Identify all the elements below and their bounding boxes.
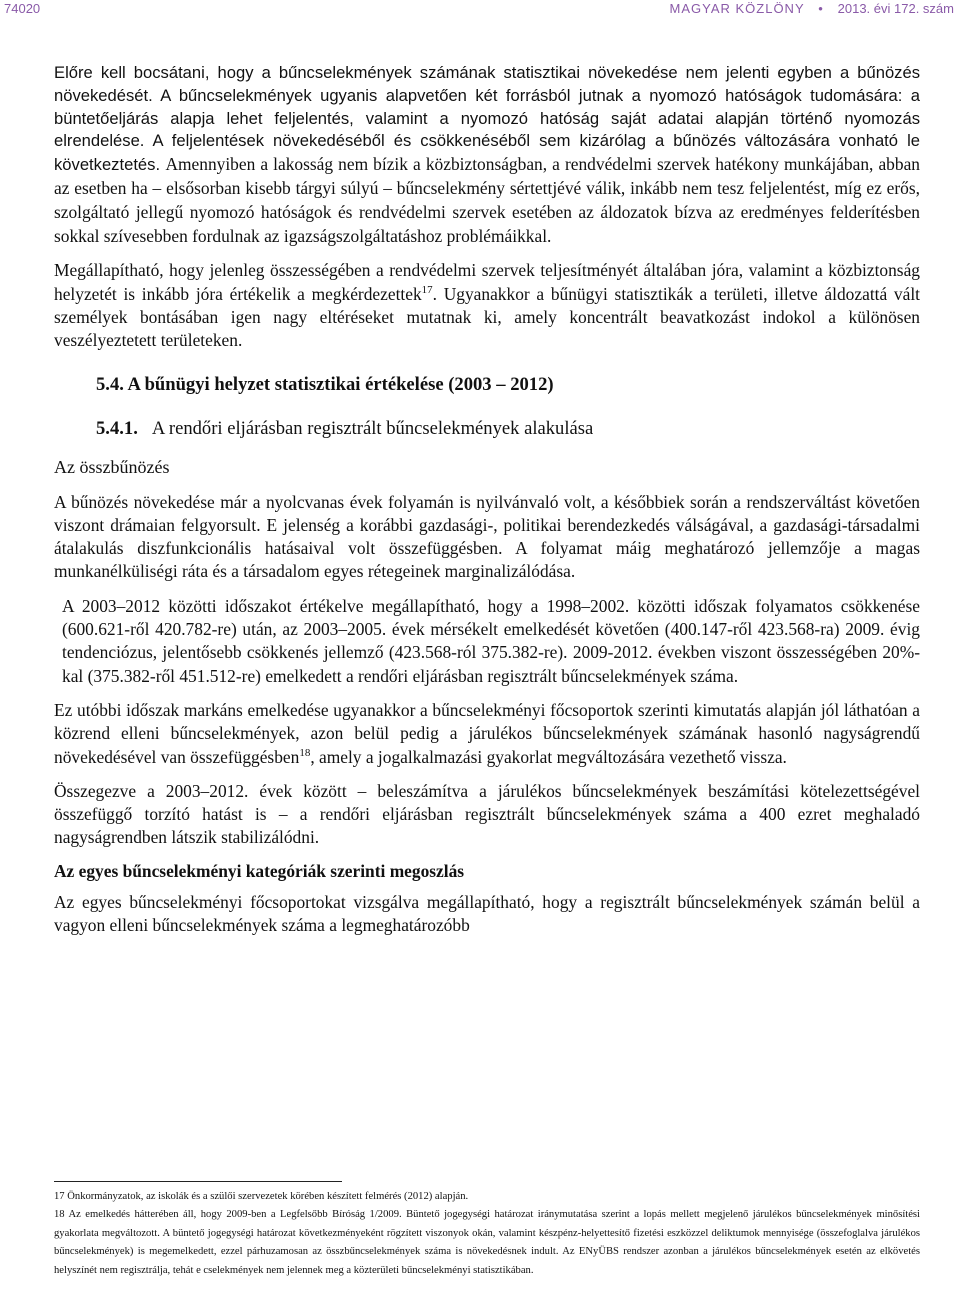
paragraph-6: Összegezve a 2003–2012. évek között – beleszámítva a járulékos bűncselekmények beszámítási kötelezettségével összefüggő torzító hatást is – a rendőri eljárásban regisztrált bűncselekmények száma a 400 ezret meghaladó nagyságrendben látszik stabilizálódni. (54, 780, 920, 848)
heading-number: 5.4.1. (96, 417, 138, 439)
header-separator: • (818, 1, 824, 16)
footnote-ref-18[interactable]: 18 (299, 746, 311, 759)
section-heading-5-4-1 (96, 417, 920, 441)
paragraph-1-cont: Amennyiben a lakosság nem bízik a közbiztonságban, a rendvédelmi szervek hatékony munkájában, abban az esetben ha – elsősorban kisebb tárgyi súlyú – bűncselekmény sértettjévé válik, inkább nem tesz feljelentést, míg ez erős, szolgáltató jellegű nyomozó hatóságok és rendvédelmi szervek esetében az áldozatok bízva az eredményes felderítésben sokkal szívesebben fordulnak az igazságszolgáltatáshoz problémáikkal. (54, 154, 920, 246)
footnote-18: 18 Az emelkedés hátterében áll, hogy 2009-ben a Legfelsőbb Bíróság 1/2009. Büntető jogegységi határozat iránymutatása szerint a lopás mellett megjelenő járulékos bűncselekmények minősítési gyakorlata megváltozott. A büntető jogegységi határozat következményeként rögzített viszonyok okán, valamint készpénz-helyettesítő fizetési eszközzel deliktumok mennyisége (összefoglalva járulékos bűncselekmények) is megemelkedett, ezzel párhuzamosan az összbűncselekmények száma is növekedésnek indult. Az ENyÜBS rendszer azonban a járulékos bűncselekmények esetén az elkövetés helyszínét nem regisztrálja, tehát e cselekmények nem jelennek meg a közterületi bűncselekményi statisztikában. (54, 1209, 920, 1276)
footnote-divider (54, 1181, 342, 1182)
footnote-17: 17 Önkormányzatok, az iskolák és a szülői szervezetek körében készített felmérés (2012) alapján. (54, 1191, 469, 1202)
paragraph-5-text-b: , amely a jogalkalmazási gyakorlat megváltozására vezethető vissza. (310, 746, 787, 767)
page-header (0, 0, 960, 22)
heading-text: A rendőri eljárásban regisztrált bűncselekmények alakulása (151, 417, 594, 439)
paragraph-1 (54, 62, 920, 248)
journal-title (670, 1, 955, 16)
paragraph-7: Az egyes bűncselekményi főcsoportokat vizsgálva megállapítható, hogy a regisztrált bűncselekmények számán belül a vagyon elleni bűncselekmények száma a legmeghatározóbb (54, 891, 920, 936)
footnotes (54, 1188, 920, 1280)
page-number: 74020 (4, 1, 41, 16)
paragraph-4: A 2003–2012 közötti időszakot értékelve megállapítható, hogy a 1998–2002. közötti időszak folyamatos csökkenése (600.621-ről 420.782-re) után, az 2003–2005. évek mérsékelt emelkedését követően (400.147-ről 423.568-ra) 2009. évig tendenciózus, jelentősebb csökkenés jellemző (423.568-ról 375.382-re). 2009-2012. években viszont összességében 20%-kal (375.382-ről 451.512-re) emelkedett a rendőri eljárásban regisztrált bűncselekmények száma. (62, 595, 920, 686)
paragraph-2-text: Megállapítható, hogy jelenleg összességében a rendvédelmi szervek teljesítményét általában jóra, valamint a közbiztonság helyzetét is inkább jóra értékelik a megkérdezettek (54, 260, 920, 304)
paragraph-2 (54, 259, 920, 352)
paragraph-3: A bűnözés növekedése már a nyolcvanas évek folyamán is nyilvánvaló volt, a későbbiek során a rendszerváltást követően viszont drámaian felgyorsult. E jelenség a korábbi gazdasági-, politikai berendezkedés válságával, a gazdasági-társadalmi átalakulás diszfunkcionális hatásaival volt összefüggésben. A folyamat máig meghatározó jellemzője a magas munkanélküliségi ráta és a társadalom egyes rétegeinek marginalizálódása. (54, 491, 920, 582)
subheading-categories: Az egyes bűncselekményi kategóriák szerinti megoszlás (54, 860, 465, 881)
paragraph-2-text-b: . Ugyanakkor a bűnügyi statisztikák a területi, illetve áldozattá vált személyek bontásában igen nagy eltéréseket mutatnak ki, amely koncentrált beavatkozást indokol a különösen veszélyeztetett területeken. (54, 283, 920, 351)
paragraph-5 (54, 699, 920, 769)
journal-name: MAGYAR KÖZLÖNY (669, 1, 805, 16)
paragraph-1-main: Előre kell bocsátani, hogy a bűncselekmények számának statisztikai növekedése nem jelenti egyben a bűnözés növekedését. A bűncselekmények ugyanis alapvetően két forrásból jutnak a nyomozó hatóságok tudomására: a büntetőeljárás alapja lehet feljelentés, valamint a nyomozó hatóság saját adatai alapján történő nyomozás elrendelése. A feljelentések növekedéséből és csökkenéséből sem kizárólag a bűnözés változására vonható le következtetés. (54, 63, 920, 175)
section-heading-5-4: 5.4. A bűnügyi helyzet statisztikai értékelése (2003 – 2012) (96, 373, 554, 395)
paragraph-5-text: Ez utóbbi időszak markáns emelkedése ugyanakkor a bűncselekményi főcsoportok szerinti kimutatás alapján jól láthatóan a közrend elleni bűncselekmények, azon belül pedig a járulékos bűncselekmények számának hasonló nagyságrendű növekedésével van összefüggésben (54, 699, 920, 767)
subheading-total-crime: Az összbűnözés (54, 456, 170, 477)
document-body (54, 62, 920, 937)
issue-number: 2013. évi 172. szám (837, 1, 954, 16)
footnote-ref-17[interactable]: 17 (421, 283, 433, 296)
